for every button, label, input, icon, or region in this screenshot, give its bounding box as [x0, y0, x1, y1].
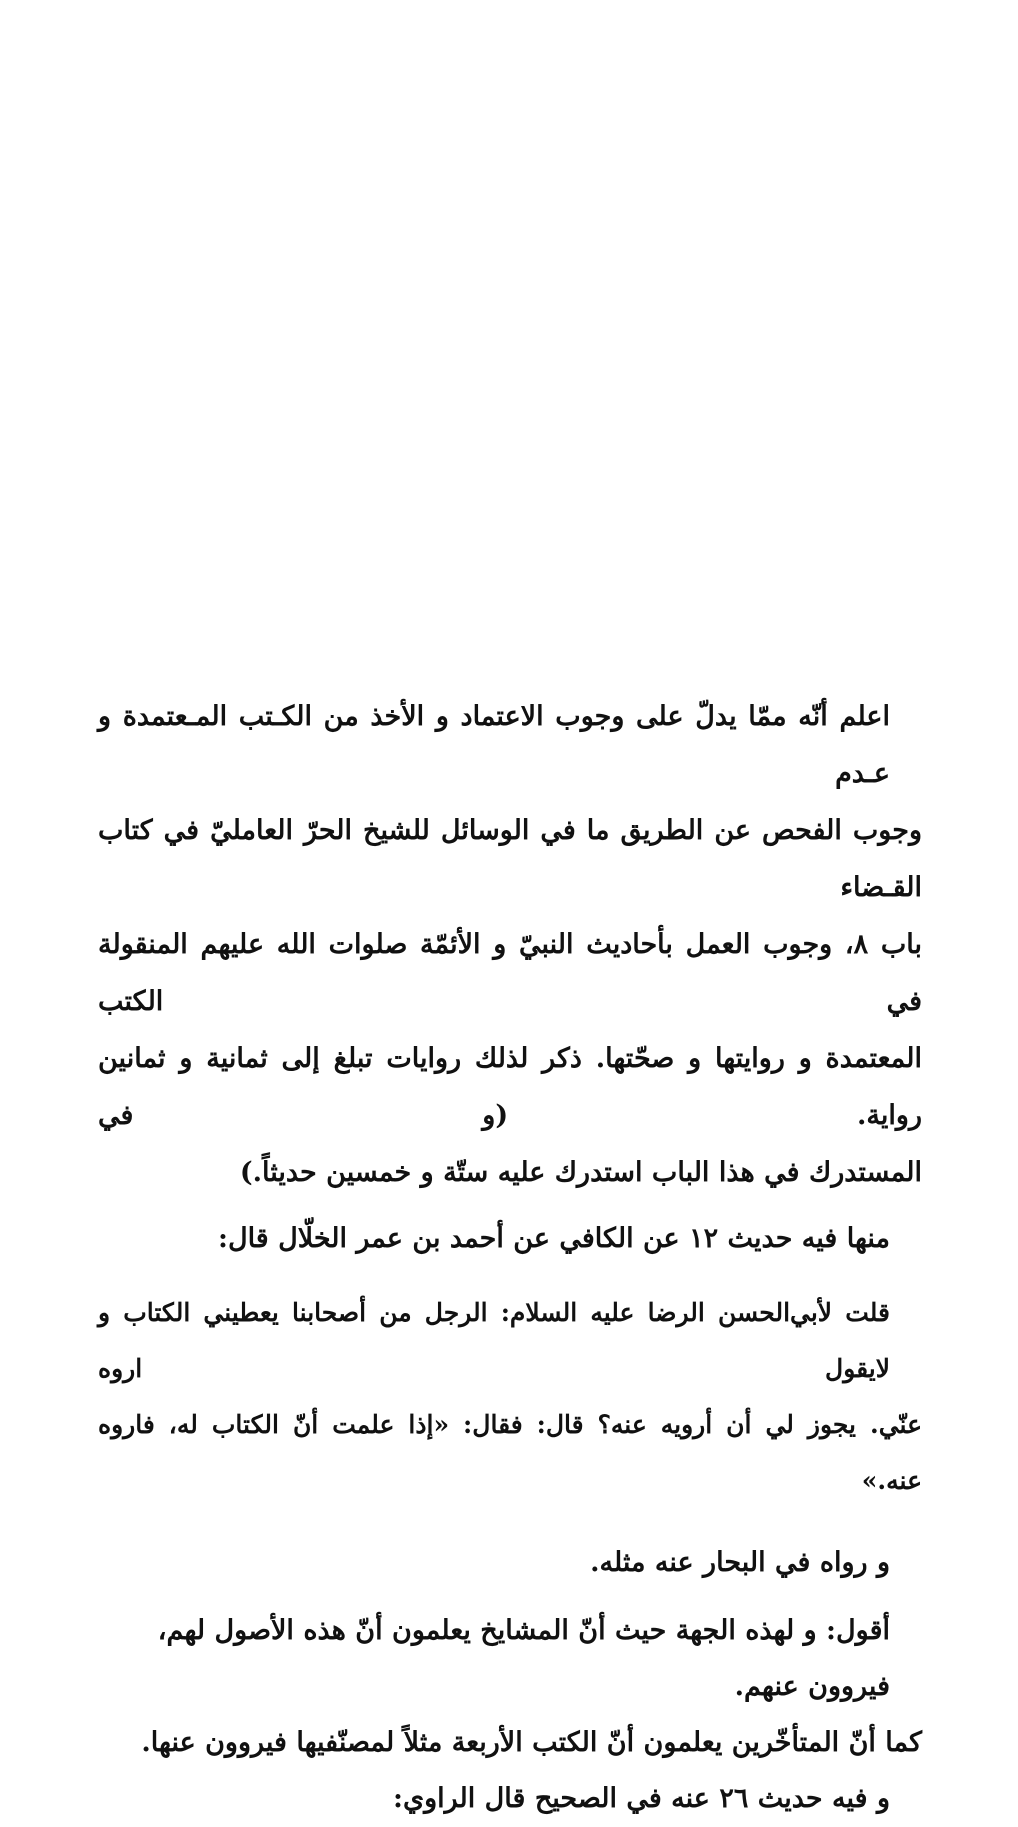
bihar-line: و رواه في البحار عنه مثله. — [590, 1547, 890, 1578]
main-paragraph — [98, 688, 922, 1201]
main-paragraph-line: المستدرك في هذا الباب استدرك عليه ستّة و خمسين حديثاً.) — [239, 1157, 922, 1188]
quote-paragraph — [98, 1285, 922, 1509]
aqul-line: أقول: و لهذه الجهة حيث أنّ المشايخ يعلمون أنّ هذه الأصول لهم، فيروون عنهم. — [157, 1615, 890, 1702]
quote-line: عنّي. يجوز لي أن أرويه عنه؟ قال: فقال: «إذا علمت أنّ الكتاب له، فاروه عنه.» — [98, 1410, 922, 1495]
intro-line: منها فيه حديث ١٢ عن الكافي عن أحمد بن عمر الخلّال قال: — [218, 1223, 890, 1254]
body-text — [98, 688, 922, 1827]
main-paragraph-line: باب ٨، وجوب العمل بأحاديث النبيّ و الأئمّة صلوات الله عليهم المنقولة في الكتب — [98, 929, 923, 1017]
quote-line: قلت لأبي‌الحسن الرضا عليه السلام: الرجل من أصحابنا يعطيني الكتاب و لايقول اروه — [98, 1298, 890, 1383]
main-paragraph-line: المعتمدة و روايتها و صحّتها. ذكر لذلك روايات تبلغ إلى ثمانية و ثمانين رواية. (و في — [98, 1043, 922, 1131]
main-paragraph-line: اعلم أنّه ممّا يدلّ على وجوب الاعتماد و الأخذ من الكـتب المـعتمدة و عـدم — [98, 701, 890, 789]
main-paragraph-line: وجوب الفحص عن الطريق ما في الوسائل للشيخ الحرّ العامليّ في كتاب القـضاء — [98, 815, 922, 903]
aqul-line: كما أنّ المتأخّرين يعلمون أنّ الكتب الأربعة مثلاً لمصنّفيها فيروون عنها. — [141, 1727, 922, 1758]
last-line: و فيه حديث ٢٦ عنه في الصحيح قال الراوي: — [393, 1783, 890, 1814]
aqul-paragraph — [98, 1603, 922, 1771]
